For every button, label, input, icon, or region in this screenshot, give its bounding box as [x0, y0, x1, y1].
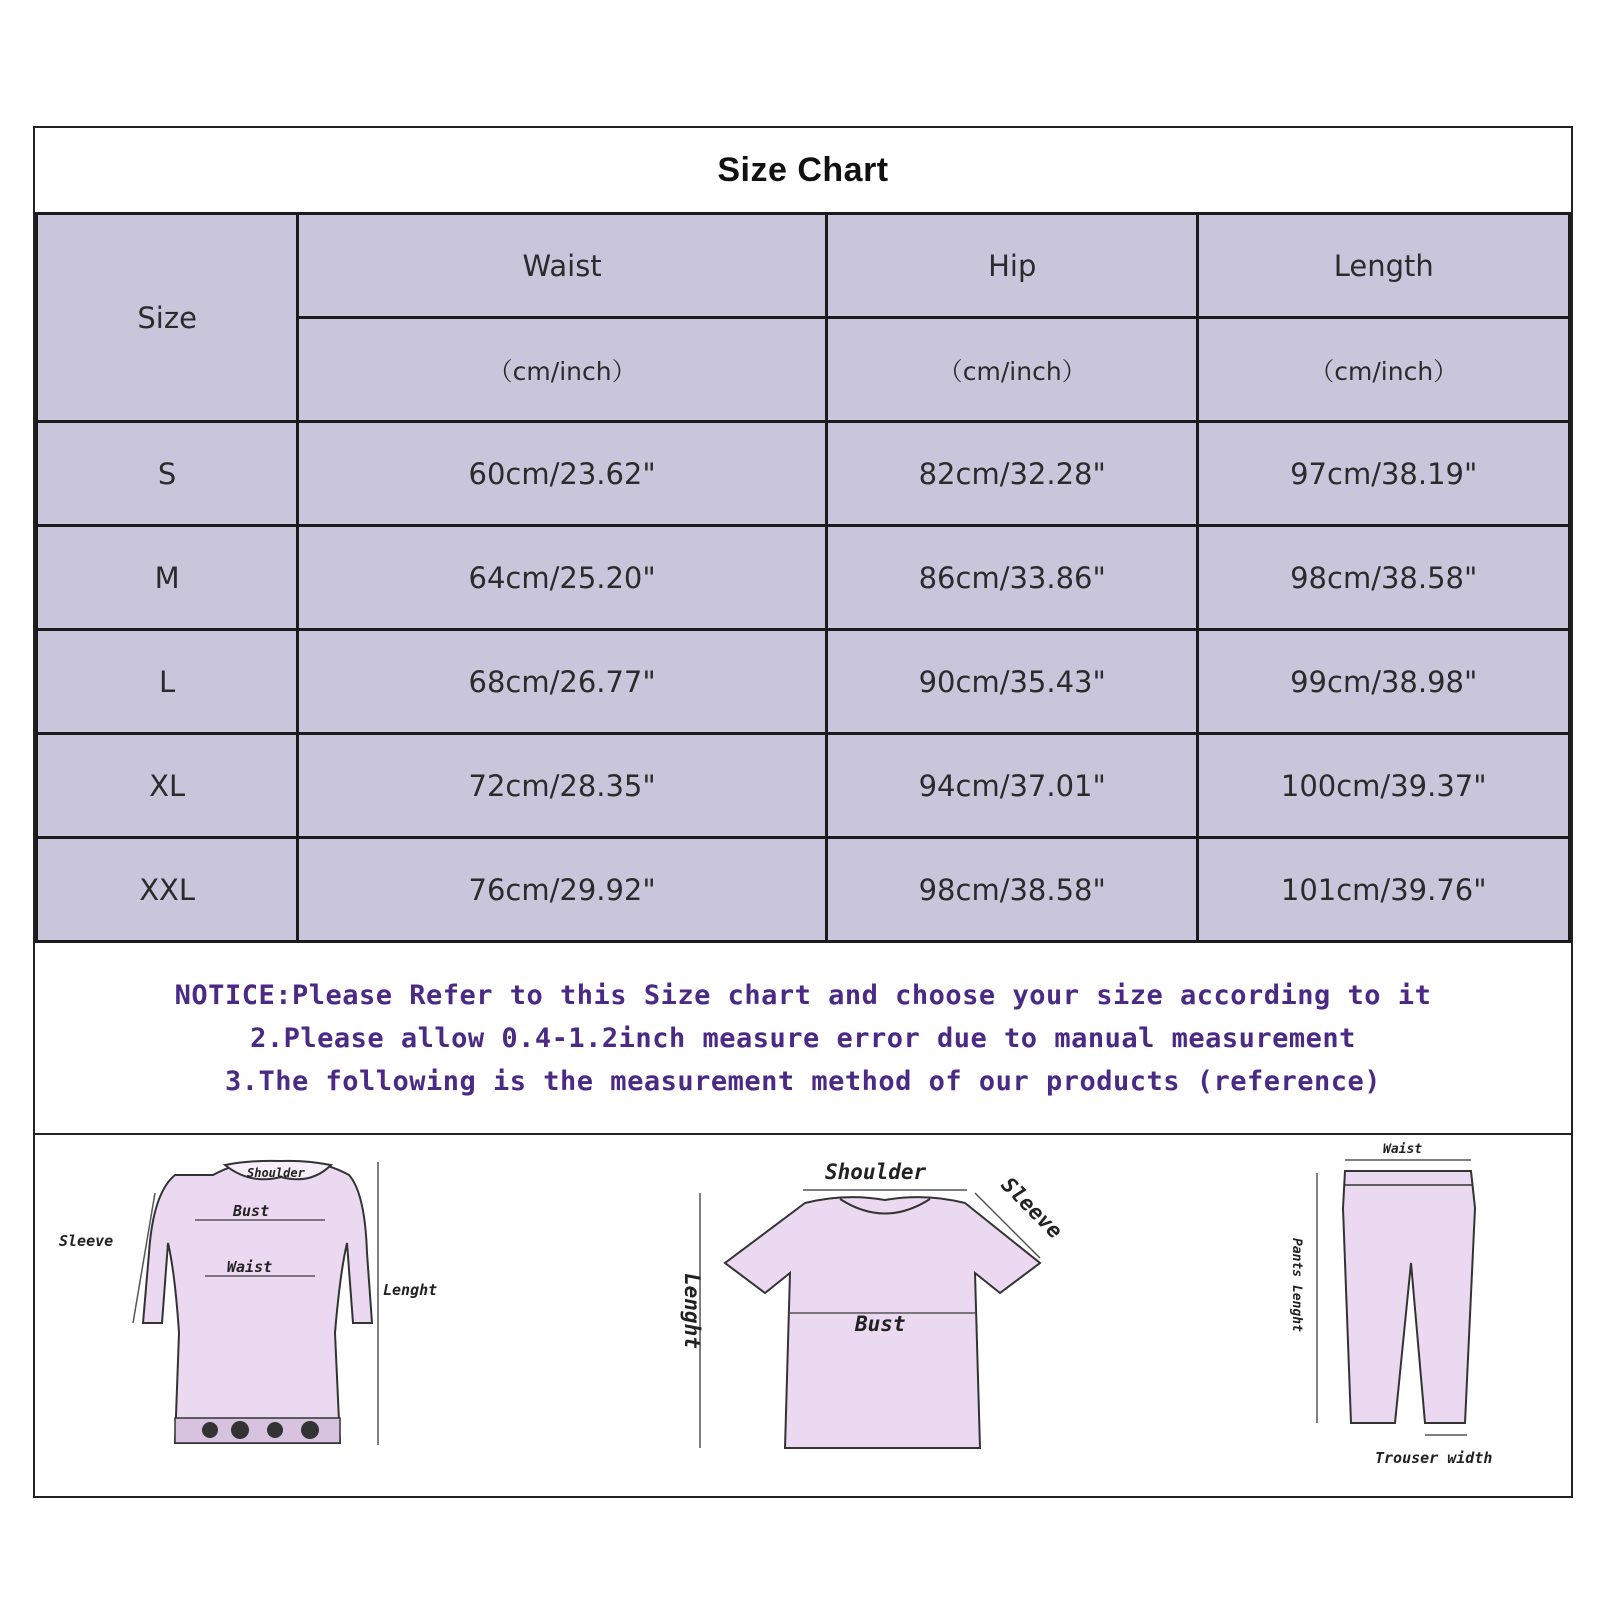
dress-diagram — [59, 1161, 437, 1445]
tshirt-shoulder-label: Shoulder — [825, 1160, 927, 1184]
waist-cell: 76cm/29.92" — [298, 838, 827, 942]
pants-width-label: Trouser width — [1375, 1449, 1493, 1467]
size-cell: L — [37, 630, 298, 734]
tshirt-bust-label: Bust — [855, 1312, 906, 1336]
notice-block — [35, 943, 1571, 1135]
table-row — [37, 734, 1570, 838]
size-table — [35, 212, 1571, 943]
waist-cell: 60cm/23.62" — [298, 422, 827, 526]
notice-line-1: NOTICE:Please Refer to this Size chart and choose your size according to it — [174, 979, 1432, 1011]
waist-cell: 72cm/28.35" — [298, 734, 827, 838]
dress-waist-label: Waist — [227, 1258, 273, 1276]
pants-waist-label: Waist — [1383, 1142, 1423, 1157]
dress-length-label: Lenght — [383, 1281, 438, 1299]
hip-cell: 94cm/37.01" — [826, 734, 1198, 838]
waist-cell: 64cm/25.20" — [298, 526, 827, 630]
length-header: Length — [1198, 214, 1570, 318]
hip-cell: 90cm/35.43" — [826, 630, 1198, 734]
title-row — [35, 128, 1571, 213]
dress-shoulder-label: Shoulder — [247, 1166, 305, 1180]
tshirt-length-label: Lenght — [680, 1273, 704, 1349]
notice-line-3: 3.The following is the measurement method of our products (reference) — [224, 1065, 1382, 1097]
measurement-diagrams — [35, 1133, 1571, 1496]
hip-unit: （cm/inch） — [826, 318, 1198, 422]
hip-cell: 82cm/32.28" — [826, 422, 1198, 526]
table-row — [37, 630, 1570, 734]
waist-header: Waist — [298, 214, 827, 318]
page-title: Size Chart — [717, 151, 889, 189]
dress-sleeve-label: Sleeve — [59, 1232, 114, 1250]
waist-unit: （cm/inch） — [298, 318, 827, 422]
hip-cell: 86cm/33.86" — [826, 526, 1198, 630]
size-header: Size — [37, 214, 298, 422]
hem-moon-icon — [267, 1422, 283, 1438]
length-cell: 97cm/38.19" — [1198, 422, 1570, 526]
size-cell: M — [37, 526, 298, 630]
hem-moon-icon — [202, 1422, 218, 1438]
length-cell: 101cm/39.76" — [1198, 838, 1570, 942]
size-cell: S — [37, 422, 298, 526]
table-row — [37, 526, 1570, 630]
hip-header: Hip — [826, 214, 1198, 318]
table-row — [37, 422, 1570, 526]
pants-diagram — [1289, 1142, 1492, 1467]
table-header-row — [37, 214, 1570, 318]
hem-moon-icon — [301, 1421, 319, 1439]
size-cell: XL — [37, 734, 298, 838]
tshirt-diagram — [680, 1160, 1067, 1448]
dress-bust-label: Bust — [233, 1202, 270, 1220]
length-cell: 100cm/39.37" — [1198, 734, 1570, 838]
measurement-illustrations — [35, 1133, 1571, 1496]
pants-length-label: Pants Lenght — [1289, 1238, 1304, 1332]
tshirt-sleeve-label: Sleeve — [996, 1172, 1068, 1244]
hip-cell: 98cm/38.58" — [826, 838, 1198, 942]
notice-line-2: 2.Please allow 0.4-1.2inch measure error due to manual measurement — [250, 1022, 1356, 1054]
table-row — [37, 838, 1570, 942]
length-cell: 98cm/38.58" — [1198, 526, 1570, 630]
hem-moon-icon — [231, 1421, 249, 1439]
pants-body — [1343, 1171, 1475, 1423]
length-unit: （cm/inch） — [1198, 318, 1570, 422]
waist-cell: 68cm/26.77" — [298, 630, 827, 734]
size-cell: XXL — [37, 838, 298, 942]
length-cell: 99cm/38.98" — [1198, 630, 1570, 734]
size-chart-frame — [33, 126, 1573, 1498]
